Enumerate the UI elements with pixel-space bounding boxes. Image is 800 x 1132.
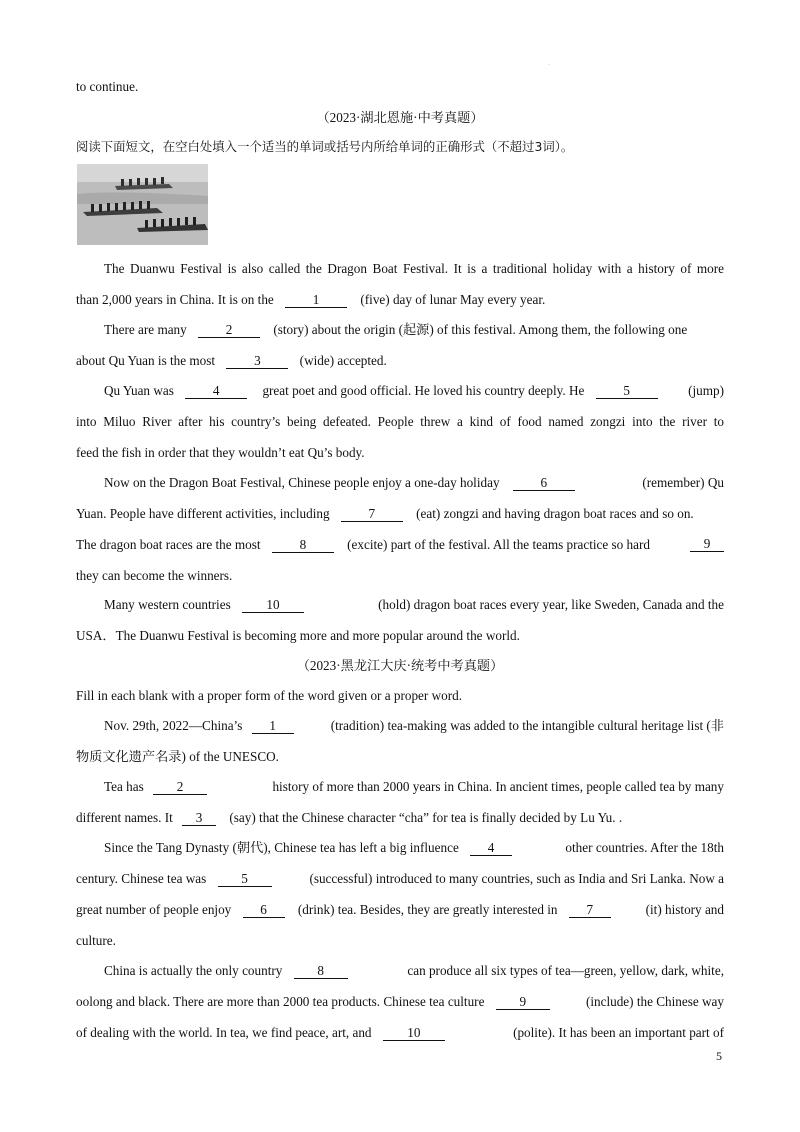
text: can produce all six types of tea—green, yellow, dark, white, xyxy=(407,963,724,978)
text: (hold) dragon boat races every year, like Sweden, Canada and the xyxy=(378,597,724,612)
s2-blank-6[interactable]: 6 xyxy=(243,903,285,918)
s2-blank-7[interactable]: 7 xyxy=(569,903,611,918)
blank-9[interactable]: 9 xyxy=(690,537,724,552)
text: (jump) xyxy=(688,383,724,398)
s2-p1-line2: 物质文化遗产名录) of the UNESCO. xyxy=(76,749,279,764)
s2-blank-5[interactable]: 5 xyxy=(218,872,272,887)
text: (say) that the Chinese character “cha” for tea is finally decided by Lu Yu. . xyxy=(229,810,623,825)
text: (tradition) tea-making was added to the intangible cultural heritage list (非 xyxy=(330,718,724,733)
text: other countries. After the 18th xyxy=(565,840,724,855)
text: China is actually the only country xyxy=(104,963,283,978)
text: (drink) tea. Besides, they are greatly interested in xyxy=(297,902,558,917)
s1-p4-line4: they can become the winners. xyxy=(76,568,233,583)
text: Qu Yuan was xyxy=(104,383,174,398)
s1-p3-line3: feed the fish in order that they wouldn’t eat Qu’s body. xyxy=(76,445,365,460)
text: The dragon boat races are the most xyxy=(76,537,261,552)
dragon-boat-icon xyxy=(77,164,208,245)
text: great poet and good official. He loved his country deeply. He xyxy=(262,383,585,398)
s1-p1-line2 xyxy=(76,292,724,308)
text: Tea has xyxy=(104,779,144,794)
text: Nov. 29th, 2022—China’s xyxy=(104,718,243,733)
text: (excite) part of the festival. All the teams practice so hard xyxy=(347,537,650,552)
section1-instruction: 阅读下面短文，在空白处填入一个适当的单词或括号内所给单词的正确形式（不超过3词）。 xyxy=(76,139,574,154)
s1-p3-line2: into Miluo River after his country’s being defeated. People threw a kind of food named zongzi into the river to xyxy=(76,414,724,429)
continue-line: to continue. xyxy=(76,79,139,94)
s1-p5-line1 xyxy=(104,597,724,613)
text: Yuan. People have different activities, including xyxy=(76,506,330,521)
text: different names. It xyxy=(76,810,173,825)
text: century. Chinese tea was xyxy=(76,871,207,886)
s2-blank-8[interactable]: 8 xyxy=(294,964,348,979)
s1-p5-line2: USA．The Duanwu Festival is becoming more and more popular around the world. xyxy=(76,628,520,643)
text: about Qu Yuan is the most xyxy=(76,353,216,368)
s1-p4-line2 xyxy=(76,506,724,522)
text: Since the Tang Dynasty (朝代), Chinese tea has left a big influence xyxy=(104,840,459,855)
section2-source: （2023·黑龙江大庆·统考中考真题） xyxy=(296,658,504,673)
blank-7[interactable]: 7 xyxy=(341,507,403,522)
s2-p3-line3 xyxy=(76,902,724,918)
s1-p2-line1 xyxy=(104,322,724,338)
s2-p2-line2 xyxy=(76,810,724,826)
text: (polite). It has been an important part of xyxy=(513,1025,724,1040)
text: (wide) accepted. xyxy=(299,353,387,368)
s1-p2-line2 xyxy=(76,353,724,369)
text: (include) the Chinese way xyxy=(585,994,724,1009)
s2-p4-line1 xyxy=(104,963,724,979)
s1-p3-line1 xyxy=(104,383,724,399)
s2-blank-10[interactable]: 10 xyxy=(383,1026,445,1041)
dragon-boat-photo xyxy=(77,164,208,245)
scan-dot: · xyxy=(548,62,550,68)
text: There are many xyxy=(104,322,187,337)
text: (remember) Qu xyxy=(642,475,724,490)
s2-blank-2[interactable]: 2 xyxy=(153,780,207,795)
s2-p4-line2 xyxy=(76,994,724,1010)
blank-6[interactable]: 6 xyxy=(513,476,575,491)
text: than 2,000 years in China. It is on the xyxy=(76,292,274,307)
text: (story) about the origin (起源) of this festival. Among them, the following one xyxy=(273,322,688,337)
page-number: 5 xyxy=(716,1049,722,1063)
text: Many western countries xyxy=(104,597,231,612)
text: great number of people enjoy xyxy=(76,902,232,917)
blank-5[interactable]: 5 xyxy=(596,384,658,399)
s1-p4-line1 xyxy=(104,475,724,491)
s2-p3-line2 xyxy=(76,871,724,887)
s2-p2-line1 xyxy=(104,779,724,795)
text: (successful) introduced to many countries, such as India and Sri Lanka. Now a xyxy=(309,871,724,886)
section2-instruction: Fill in each blank with a proper form of the word given or a proper word. xyxy=(76,688,462,703)
s2-p1-line1 xyxy=(104,718,724,734)
s2-p4-line3 xyxy=(76,1025,724,1041)
blank-8[interactable]: 8 xyxy=(272,538,334,553)
s2-p3-line1 xyxy=(104,840,724,856)
blank-2[interactable]: 2 xyxy=(198,323,260,338)
blank-3[interactable]: 3 xyxy=(226,354,288,369)
text: of dealing with the world. In tea, we find peace, art, and xyxy=(76,1025,372,1040)
text: (five) day of lunar May every year. xyxy=(360,292,546,307)
s1-p1-line1: The Duanwu Festival is also called the Dragon Boat Festival. It is a traditional holiday with a history of more xyxy=(104,261,724,276)
s2-blank-4[interactable]: 4 xyxy=(470,841,512,856)
s2-blank-1[interactable]: 1 xyxy=(252,719,294,734)
text: Now on the Dragon Boat Festival, Chinese people enjoy a one-day holiday xyxy=(104,475,500,490)
blank-1[interactable]: 1 xyxy=(285,293,347,308)
section1-source: （2023·湖北恩施·中考真题） xyxy=(316,110,484,125)
s2-blank-9[interactable]: 9 xyxy=(496,995,550,1010)
s2-blank-3[interactable]: 3 xyxy=(182,811,216,826)
blank-10[interactable]: 10 xyxy=(242,598,304,613)
text: history of more than 2000 years in China. In ancient times, people called tea by many xyxy=(272,779,724,794)
text: (it) history and xyxy=(645,902,724,917)
s1-p4-line3 xyxy=(76,537,724,553)
text: oolong and black. There are more than 2000 tea products. Chinese tea culture xyxy=(76,994,485,1009)
blank-4[interactable]: 4 xyxy=(185,384,247,399)
s2-p3-line4: culture. xyxy=(76,933,116,948)
text: (eat) zongzi and having dragon boat races and so on. xyxy=(416,506,694,521)
